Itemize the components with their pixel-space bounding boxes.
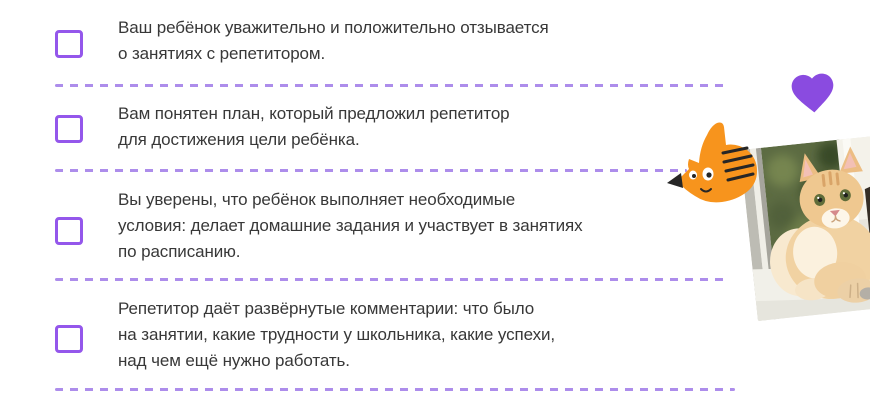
heart-icon <box>785 66 840 120</box>
checklist-item-line: Вам понятен план, который предложил репетитор <box>118 104 510 123</box>
dashed-divider <box>55 84 728 87</box>
checklist-item-line: условия: делает домашние задания и участвует в занятиях <box>118 216 583 235</box>
checklist-item-line: на занятии, какие трудности у школьника, какие успехи, <box>118 325 555 344</box>
checklist-item-line: Вы уверены, что ребёнок выполняет необходимые <box>118 190 516 209</box>
checklist-item-line: по расписанию. <box>118 242 241 261</box>
checklist-item <box>55 296 555 374</box>
checklist-item-text <box>118 296 555 374</box>
checkbox[interactable] <box>55 30 83 58</box>
dashed-divider <box>55 388 735 391</box>
checkbox[interactable] <box>55 217 83 245</box>
checkbox[interactable] <box>55 325 83 353</box>
checklist-item-line: для достижения цели ребёнка. <box>118 130 360 149</box>
checklist-item-text <box>118 15 549 67</box>
fox-mascot-icon <box>667 119 767 214</box>
checklist-item <box>55 15 549 67</box>
checklist-item-line: над чем ещё нужно работать. <box>118 351 350 370</box>
checklist-item <box>55 187 583 265</box>
checklist-item-text <box>118 187 583 265</box>
checkbox[interactable] <box>55 115 83 143</box>
checklist-item-line: о занятиях с репетитором. <box>118 44 326 63</box>
checklist-item-line: Репетитор даёт развёрнутые комментарии: что было <box>118 299 535 318</box>
checklist-item <box>55 101 510 153</box>
checklist-item-line: Ваш ребёнок уважительно и положительно отзывается <box>118 18 549 37</box>
dashed-divider <box>55 278 727 281</box>
dashed-divider <box>55 169 687 172</box>
checklist-item-text <box>118 101 510 153</box>
